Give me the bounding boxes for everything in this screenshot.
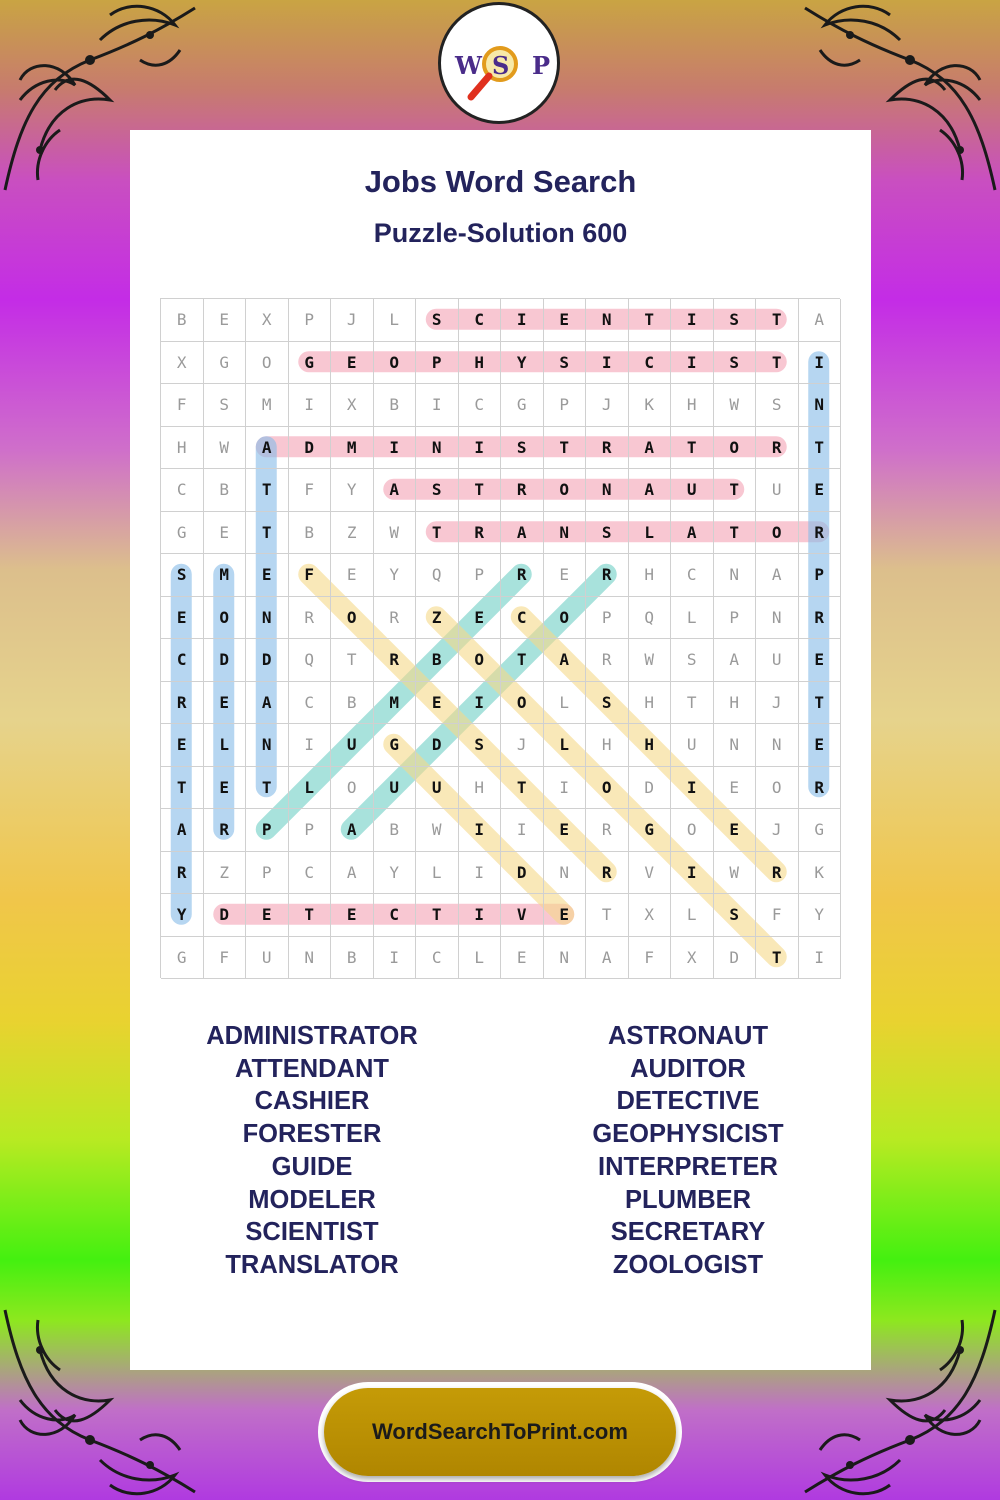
- grid-cell[interactable]: E: [204, 682, 247, 725]
- grid-cell[interactable]: T: [501, 639, 544, 682]
- grid-cell[interactable]: S: [714, 299, 757, 342]
- grid-cell[interactable]: P: [246, 809, 289, 852]
- grid-cell[interactable]: E: [714, 809, 757, 852]
- grid-cell[interactable]: T: [629, 299, 672, 342]
- grid-cell[interactable]: Z: [416, 597, 459, 640]
- grid-cell[interactable]: T: [544, 427, 587, 470]
- grid-cell[interactable]: N: [289, 937, 332, 980]
- grid-cell[interactable]: R: [204, 809, 247, 852]
- grid-cell[interactable]: S: [714, 894, 757, 937]
- grid-cell[interactable]: R: [799, 597, 842, 640]
- logo-letter-s: S: [492, 51, 510, 80]
- word-list-item: FORESTER: [242, 1120, 382, 1149]
- grid-cell[interactable]: C: [629, 342, 672, 385]
- grid-cell[interactable]: C: [671, 554, 714, 597]
- grid-cell[interactable]: P: [246, 852, 289, 895]
- grid-cell[interactable]: I: [459, 809, 502, 852]
- grid-cell[interactable]: O: [331, 767, 374, 810]
- grid-cell[interactable]: S: [544, 342, 587, 385]
- grid-cell[interactable]: T: [289, 894, 332, 937]
- grid-cell[interactable]: N: [799, 384, 842, 427]
- grid-cell[interactable]: V: [501, 894, 544, 937]
- grid-cell[interactable]: O: [671, 809, 714, 852]
- grid-cell[interactable]: E: [799, 724, 842, 767]
- grid-cell[interactable]: S: [714, 342, 757, 385]
- grid-cell[interactable]: A: [629, 469, 672, 512]
- grid-cell[interactable]: I: [671, 342, 714, 385]
- grid-cell[interactable]: K: [629, 384, 672, 427]
- grid-cell[interactable]: V: [629, 852, 672, 895]
- grid-cell[interactable]: O: [204, 597, 247, 640]
- grid-cell[interactable]: H: [459, 767, 502, 810]
- grid-cell[interactable]: T: [501, 767, 544, 810]
- grid-cell[interactable]: T: [416, 894, 459, 937]
- grid-cell[interactable]: R: [756, 852, 799, 895]
- grid-cell[interactable]: T: [671, 427, 714, 470]
- grid-cell[interactable]: O: [544, 469, 587, 512]
- grid-cell[interactable]: U: [756, 469, 799, 512]
- grid-cell[interactable]: E: [416, 682, 459, 725]
- grid-cell[interactable]: S: [459, 724, 502, 767]
- grid-cell[interactable]: G: [204, 342, 247, 385]
- grid-cell[interactable]: N: [246, 597, 289, 640]
- grid-cell[interactable]: I: [459, 852, 502, 895]
- grid-cell[interactable]: D: [204, 639, 247, 682]
- grid-cell[interactable]: C: [459, 299, 502, 342]
- grid-cell[interactable]: X: [331, 384, 374, 427]
- grid-cell[interactable]: A: [586, 937, 629, 980]
- grid-cell[interactable]: P: [289, 299, 332, 342]
- grid-cell[interactable]: P: [459, 554, 502, 597]
- grid-cell[interactable]: U: [671, 469, 714, 512]
- grid-cell[interactable]: E: [544, 809, 587, 852]
- grid-cell[interactable]: S: [204, 384, 247, 427]
- grid-cell[interactable]: A: [161, 809, 204, 852]
- grid-cell[interactable]: A: [331, 809, 374, 852]
- grid-cell[interactable]: B: [374, 384, 417, 427]
- grid-cell[interactable]: R: [586, 852, 629, 895]
- word-list-item: GEOPHYSICIST: [592, 1120, 784, 1149]
- word-list-item: ASTRONAUT: [607, 1022, 769, 1050]
- grid-cell[interactable]: N: [756, 597, 799, 640]
- grid-cell[interactable]: Z: [204, 852, 247, 895]
- grid-cell[interactable]: O: [586, 767, 629, 810]
- grid-cell[interactable]: A: [374, 469, 417, 512]
- grid-cell[interactable]: E: [459, 597, 502, 640]
- grid-cell[interactable]: O: [714, 427, 757, 470]
- grid-cell[interactable]: J: [756, 809, 799, 852]
- grid-cell[interactable]: S: [501, 427, 544, 470]
- grid-cell[interactable]: I: [544, 767, 587, 810]
- grid-cell[interactable]: N: [756, 724, 799, 767]
- grid-cell[interactable]: T: [246, 469, 289, 512]
- grid-cell[interactable]: W: [714, 384, 757, 427]
- grid-cell[interactable]: I: [501, 809, 544, 852]
- grid-cell[interactable]: J: [756, 682, 799, 725]
- grid-cell[interactable]: F: [629, 937, 672, 980]
- grid-cell[interactable]: W: [629, 639, 672, 682]
- grid-cell[interactable]: X: [629, 894, 672, 937]
- grid-cell[interactable]: H: [629, 682, 672, 725]
- grid-cell[interactable]: O: [459, 639, 502, 682]
- grid-cell[interactable]: E: [331, 342, 374, 385]
- grid-cell[interactable]: G: [374, 724, 417, 767]
- grid-cell[interactable]: E: [544, 554, 587, 597]
- grid-cell[interactable]: E: [204, 299, 247, 342]
- grid-cell[interactable]: A: [714, 639, 757, 682]
- grid-cell[interactable]: F: [756, 894, 799, 937]
- word-list-item: ATTENDANT: [235, 1054, 389, 1083]
- page-title: Jobs Word Search: [364, 164, 637, 199]
- grid-cell[interactable]: T: [671, 682, 714, 725]
- word-list-item: DETECTIVE: [616, 1087, 760, 1116]
- grid-cell[interactable]: K: [799, 852, 842, 895]
- grid-cell[interactable]: C: [161, 639, 204, 682]
- grid-cell[interactable]: I: [501, 299, 544, 342]
- word-list-item: ZOOLOGIST: [612, 1250, 764, 1279]
- grid-cell[interactable]: W: [714, 852, 757, 895]
- puzzle-card: [130, 130, 871, 1370]
- grid-cell[interactable]: I: [459, 427, 502, 470]
- grid-cell[interactable]: H: [629, 554, 672, 597]
- grid-cell[interactable]: L: [289, 767, 332, 810]
- grid-cell[interactable]: J: [501, 724, 544, 767]
- grid-cell[interactable]: A: [246, 427, 289, 470]
- grid-cell[interactable]: L: [544, 724, 587, 767]
- grid-cell[interactable]: B: [374, 809, 417, 852]
- grid-cell[interactable]: O: [331, 597, 374, 640]
- grid-cell[interactable]: I: [289, 724, 332, 767]
- grid-cell[interactable]: D: [289, 427, 332, 470]
- grid-cell[interactable]: N: [714, 724, 757, 767]
- grid-cell[interactable]: F: [161, 384, 204, 427]
- grid-cell[interactable]: D: [501, 852, 544, 895]
- grid-cell[interactable]: G: [289, 342, 332, 385]
- grid-cell[interactable]: Y: [501, 342, 544, 385]
- grid-cell[interactable]: R: [799, 512, 842, 555]
- grid-cell[interactable]: I: [374, 427, 417, 470]
- logo-letter-p: P: [532, 51, 551, 80]
- grid-cell[interactable]: T: [756, 937, 799, 980]
- grid-cell[interactable]: T: [331, 639, 374, 682]
- logo-letter-w: W: [455, 51, 482, 80]
- grid-cell[interactable]: M: [331, 427, 374, 470]
- grid-cell[interactable]: U: [756, 639, 799, 682]
- grid-cell[interactable]: H: [629, 724, 672, 767]
- grid-cell[interactable]: R: [501, 469, 544, 512]
- grid-cell[interactable]: S: [416, 299, 459, 342]
- grid-cell[interactable]: S: [161, 554, 204, 597]
- grid-cell[interactable]: B: [331, 682, 374, 725]
- grid-cell[interactable]: A: [501, 512, 544, 555]
- grid-cell[interactable]: R: [289, 597, 332, 640]
- grid-cell[interactable]: P: [289, 809, 332, 852]
- grid-cell[interactable]: E: [544, 299, 587, 342]
- grid-cell[interactable]: A: [629, 427, 672, 470]
- grid-cell[interactable]: M: [204, 554, 247, 597]
- grid-cell[interactable]: F: [204, 937, 247, 980]
- word-list-item: GUIDE: [271, 1152, 353, 1181]
- grid-cell[interactable]: P: [586, 597, 629, 640]
- grid-cell[interactable]: L: [459, 937, 502, 980]
- grid-cell[interactable]: A: [799, 299, 842, 342]
- grid-cell[interactable]: R: [374, 639, 417, 682]
- grid-cell[interactable]: U: [671, 724, 714, 767]
- grid-cell[interactable]: I: [416, 384, 459, 427]
- grid-cell[interactable]: H: [586, 724, 629, 767]
- grid-cell[interactable]: O: [756, 512, 799, 555]
- grid-cell[interactable]: E: [246, 554, 289, 597]
- grid-cell[interactable]: E: [161, 597, 204, 640]
- grid-cell[interactable]: B: [416, 639, 459, 682]
- grid-cell[interactable]: Y: [374, 852, 417, 895]
- grid-cell[interactable]: E: [799, 469, 842, 512]
- grid-cell[interactable]: N: [416, 427, 459, 470]
- grid-cell[interactable]: U: [416, 767, 459, 810]
- grid-cell[interactable]: O: [374, 342, 417, 385]
- grid-cell[interactable]: P: [714, 597, 757, 640]
- grid-cell[interactable]: I: [289, 384, 332, 427]
- grid-cell[interactable]: L: [416, 852, 459, 895]
- grid-cell[interactable]: R: [586, 554, 629, 597]
- grid-cell[interactable]: T: [756, 299, 799, 342]
- grid-cell[interactable]: Q: [289, 639, 332, 682]
- grid-cell[interactable]: O: [246, 342, 289, 385]
- grid-cell[interactable]: Q: [416, 554, 459, 597]
- grid-cell[interactable]: L: [629, 512, 672, 555]
- grid-cell[interactable]: M: [374, 682, 417, 725]
- grid-cell[interactable]: H: [714, 682, 757, 725]
- footer-badge: [318, 1382, 682, 1482]
- grid-cell[interactable]: I: [459, 894, 502, 937]
- grid-cell[interactable]: O: [501, 682, 544, 725]
- grid-cell[interactable]: D: [204, 894, 247, 937]
- word-list-right: [503, 1020, 873, 1282]
- grid-cell[interactable]: I: [799, 937, 842, 980]
- grid-cell[interactable]: U: [374, 767, 417, 810]
- word-list-left: [127, 1020, 497, 1282]
- word-list-item: CASHIER: [254, 1087, 370, 1116]
- grid-cell[interactable]: S: [756, 384, 799, 427]
- grid-cell[interactable]: W: [204, 427, 247, 470]
- grid-cell[interactable]: N: [586, 469, 629, 512]
- grid-cell[interactable]: B: [331, 937, 374, 980]
- grid-cell[interactable]: R: [459, 512, 502, 555]
- grid-cell[interactable]: R: [586, 809, 629, 852]
- grid-cell[interactable]: B: [161, 299, 204, 342]
- grid-cell[interactable]: E: [204, 767, 247, 810]
- grid-cell[interactable]: G: [161, 937, 204, 980]
- grid-cell[interactable]: A: [331, 852, 374, 895]
- grid-cell[interactable]: T: [246, 512, 289, 555]
- grid-cell[interactable]: R: [161, 682, 204, 725]
- grid-cell[interactable]: A: [544, 639, 587, 682]
- page-subtitle: Puzzle-Solution 600: [373, 218, 628, 248]
- grid-cell[interactable]: U: [331, 724, 374, 767]
- grid-cell[interactable]: D: [629, 767, 672, 810]
- grid-cell[interactable]: E: [714, 767, 757, 810]
- grid-cell[interactable]: H: [671, 384, 714, 427]
- word-list-item: PLUMBER: [624, 1185, 752, 1214]
- grid-cell[interactable]: Z: [331, 512, 374, 555]
- grid-cell[interactable]: T: [799, 427, 842, 470]
- grid-cell[interactable]: N: [544, 852, 587, 895]
- grid-cell[interactable]: H: [459, 342, 502, 385]
- grid-cell[interactable]: B: [289, 512, 332, 555]
- grid-cell[interactable]: X: [671, 937, 714, 980]
- grid-cell[interactable]: P: [416, 342, 459, 385]
- grid-cell[interactable]: P: [544, 384, 587, 427]
- grid-cell[interactable]: I: [671, 767, 714, 810]
- grid-cell[interactable]: I: [459, 682, 502, 725]
- grid-cell[interactable]: W: [416, 809, 459, 852]
- grid-cell[interactable]: S: [416, 469, 459, 512]
- grid-cell[interactable]: T: [756, 342, 799, 385]
- grid-cell[interactable]: A: [246, 682, 289, 725]
- grid-cell[interactable]: C: [374, 894, 417, 937]
- grid-cell[interactable]: C: [416, 937, 459, 980]
- grid-cell[interactable]: J: [331, 299, 374, 342]
- grid-cell[interactable]: P: [799, 554, 842, 597]
- grid-cell[interactable]: X: [246, 299, 289, 342]
- grid-cell[interactable]: D: [246, 639, 289, 682]
- grid-cell[interactable]: C: [289, 682, 332, 725]
- grid-cell[interactable]: E: [161, 724, 204, 767]
- grid-cell[interactable]: T: [459, 469, 502, 512]
- grid-cell[interactable]: A: [756, 554, 799, 597]
- grid-cell[interactable]: I: [586, 342, 629, 385]
- grid-cell[interactable]: S: [586, 682, 629, 725]
- grid-cell[interactable]: F: [289, 554, 332, 597]
- grid-cell[interactable]: X: [161, 342, 204, 385]
- grid-cell[interactable]: I: [799, 342, 842, 385]
- grid-cell[interactable]: T: [161, 767, 204, 810]
- grid-cell[interactable]: R: [756, 427, 799, 470]
- grid-cell[interactable]: T: [246, 767, 289, 810]
- grid-cell[interactable]: D: [416, 724, 459, 767]
- grid-cell[interactable]: R: [161, 852, 204, 895]
- grid-cell[interactable]: M: [246, 384, 289, 427]
- grid-cell[interactable]: Y: [331, 469, 374, 512]
- grid-cell[interactable]: N: [544, 512, 587, 555]
- letter-grid: [160, 298, 840, 978]
- grid-cell[interactable]: O: [756, 767, 799, 810]
- grid-cell[interactable]: L: [374, 299, 417, 342]
- word-list-item: AUDITOR: [630, 1054, 746, 1083]
- grid-cell[interactable]: Y: [161, 894, 204, 937]
- grid-cell[interactable]: C: [161, 469, 204, 512]
- grid-cell[interactable]: H: [161, 427, 204, 470]
- grid-cell[interactable]: C: [459, 384, 502, 427]
- grid-cell[interactable]: G: [629, 809, 672, 852]
- grid-cell[interactable]: U: [246, 937, 289, 980]
- grid-cell[interactable]: I: [671, 299, 714, 342]
- grid-cell[interactable]: N: [714, 554, 757, 597]
- grid-cell[interactable]: G: [501, 384, 544, 427]
- grid-cell[interactable]: R: [501, 554, 544, 597]
- grid-cell[interactable]: T: [714, 512, 757, 555]
- grid-cell[interactable]: G: [161, 512, 204, 555]
- grid-cell[interactable]: L: [671, 894, 714, 937]
- grid-cell[interactable]: L: [544, 682, 587, 725]
- word-list-item: ADMINISTRATOR: [206, 1022, 418, 1050]
- grid-cell[interactable]: F: [289, 469, 332, 512]
- grid-cell[interactable]: R: [586, 427, 629, 470]
- grid-cell[interactable]: E: [544, 894, 587, 937]
- word-list-item: MODELER: [248, 1185, 376, 1214]
- grid-cell[interactable]: L: [671, 597, 714, 640]
- grid-cell[interactable]: T: [586, 894, 629, 937]
- grid-cell[interactable]: N: [544, 937, 587, 980]
- grid-cell[interactable]: I: [374, 937, 417, 980]
- grid-cell[interactable]: S: [671, 639, 714, 682]
- grid-cell[interactable]: R: [799, 767, 842, 810]
- grid-cell[interactable]: E: [799, 639, 842, 682]
- grid-cell[interactable]: E: [246, 894, 289, 937]
- grid-cell[interactable]: R: [374, 597, 417, 640]
- grid-cell[interactable]: T: [714, 469, 757, 512]
- grid-cell[interactable]: E: [331, 894, 374, 937]
- grid-cell[interactable]: N: [586, 299, 629, 342]
- grid-cell[interactable]: I: [671, 852, 714, 895]
- grid-cell[interactable]: L: [204, 724, 247, 767]
- word-list-item: TRANSLATOR: [225, 1250, 399, 1279]
- grid-cell[interactable]: Q: [629, 597, 672, 640]
- site-link-button[interactable]: WordSearchToPrint.com: [324, 1388, 676, 1476]
- grid-cell[interactable]: B: [204, 469, 247, 512]
- grid-cell[interactable]: C: [501, 597, 544, 640]
- grid-cell[interactable]: R: [586, 639, 629, 682]
- grid-cell[interactable]: A: [671, 512, 714, 555]
- grid-cell[interactable]: E: [331, 554, 374, 597]
- grid-cell[interactable]: T: [799, 682, 842, 725]
- grid-cell[interactable]: S: [586, 512, 629, 555]
- grid-cell[interactable]: E: [501, 937, 544, 980]
- grid-cell[interactable]: Y: [799, 894, 842, 937]
- grid-cell[interactable]: Y: [374, 554, 417, 597]
- word-list-item: SECRETARY: [610, 1218, 766, 1247]
- grid-cell[interactable]: E: [204, 512, 247, 555]
- grid-cell[interactable]: O: [544, 597, 587, 640]
- grid-cell[interactable]: W: [374, 512, 417, 555]
- word-list-item: INTERPRETER: [598, 1152, 778, 1181]
- word-search-board: [160, 298, 840, 978]
- wsp-logo: [438, 2, 560, 124]
- grid-cell[interactable]: N: [246, 724, 289, 767]
- grid-cell[interactable]: C: [289, 852, 332, 895]
- grid-cell[interactable]: D: [714, 937, 757, 980]
- word-list-item: SCIENTIST: [245, 1218, 379, 1247]
- grid-cell[interactable]: J: [586, 384, 629, 427]
- grid-cell[interactable]: T: [416, 512, 459, 555]
- grid-cell[interactable]: G: [799, 809, 842, 852]
